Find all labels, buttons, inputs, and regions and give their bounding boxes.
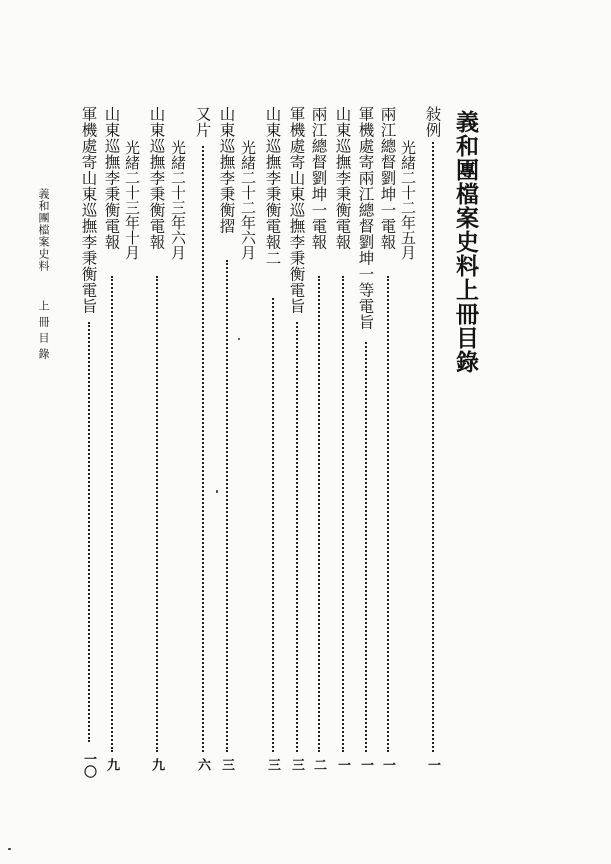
toc-page-number: 三 — [265, 758, 280, 771]
toc-leader-dots — [318, 276, 320, 752]
toc-leader-dots — [88, 322, 90, 742]
toc-entry: 軍機處寄山東巡撫李秉衡電旨 — [79, 106, 98, 314]
toc-leader-dots — [296, 322, 298, 752]
toc-page-number: 一 — [380, 758, 395, 771]
toc-date-heading: 光緒二十二年五月 — [399, 140, 417, 260]
toc-leader-dots — [387, 276, 389, 752]
toc-leader-dots — [365, 342, 367, 752]
toc-entry-preface: 敍例 — [423, 106, 442, 138]
scan-speck — [216, 490, 218, 493]
toc-date-heading: 光緒二十三年六月 — [169, 140, 187, 260]
page-title: 義和團檔案史料上冊目錄 — [452, 110, 479, 374]
toc-entry: 山東巡撫李秉衡電報二 — [263, 106, 282, 266]
toc-page-number: 九 — [149, 758, 164, 771]
scan-speck — [238, 338, 240, 340]
toc-entry: 兩江總督劉坤一電報 — [378, 106, 397, 250]
toc-entry: 山東巡撫李秉衡電報 — [102, 106, 121, 250]
toc-page-number: 三 — [219, 758, 234, 771]
toc-page-number: 三 — [289, 758, 304, 771]
scan-speck — [8, 848, 11, 850]
toc-leader-dots — [156, 276, 158, 752]
toc-entry: 軍機處寄兩江總督劉坤一等電旨 — [356, 106, 375, 330]
toc-entry: 兩江總督劉坤一電報 — [309, 106, 328, 250]
running-head-section: 上冊目錄 — [37, 300, 50, 364]
running-head-title: 義和團檔案史料 — [37, 188, 50, 272]
toc-leader-dots — [432, 142, 434, 752]
toc-page-number: 一 — [358, 758, 373, 771]
toc-page-number: 一 — [335, 758, 350, 771]
toc-entry: 山東巡撫李秉衡電報 — [333, 106, 352, 250]
toc-date-heading: 光緒二十二年六月 — [239, 140, 257, 260]
toc-entry: 山東巡撫李秉衡電報 — [147, 106, 166, 250]
toc-entry: 山東巡撫李秉衡摺 — [217, 106, 236, 234]
toc-page-number: 二 — [311, 758, 326, 771]
toc-leader-dots — [202, 146, 204, 752]
toc-leader-dots — [272, 298, 274, 752]
toc-page-number: 一〇 — [81, 752, 96, 778]
toc-page-number: 六 — [195, 758, 210, 771]
toc-leader-dots — [111, 276, 113, 752]
toc-page-number: 九 — [104, 758, 119, 771]
toc-leader-dots — [226, 260, 228, 752]
toc-page-number: 一 — [425, 758, 440, 771]
toc-entry: 又片 — [193, 106, 212, 138]
toc-entry: 軍機處寄山東巡撫李秉衡電旨 — [287, 106, 306, 314]
toc-date-heading: 光緒二十三年十月 — [123, 140, 141, 260]
toc-leader-dots — [342, 276, 344, 752]
